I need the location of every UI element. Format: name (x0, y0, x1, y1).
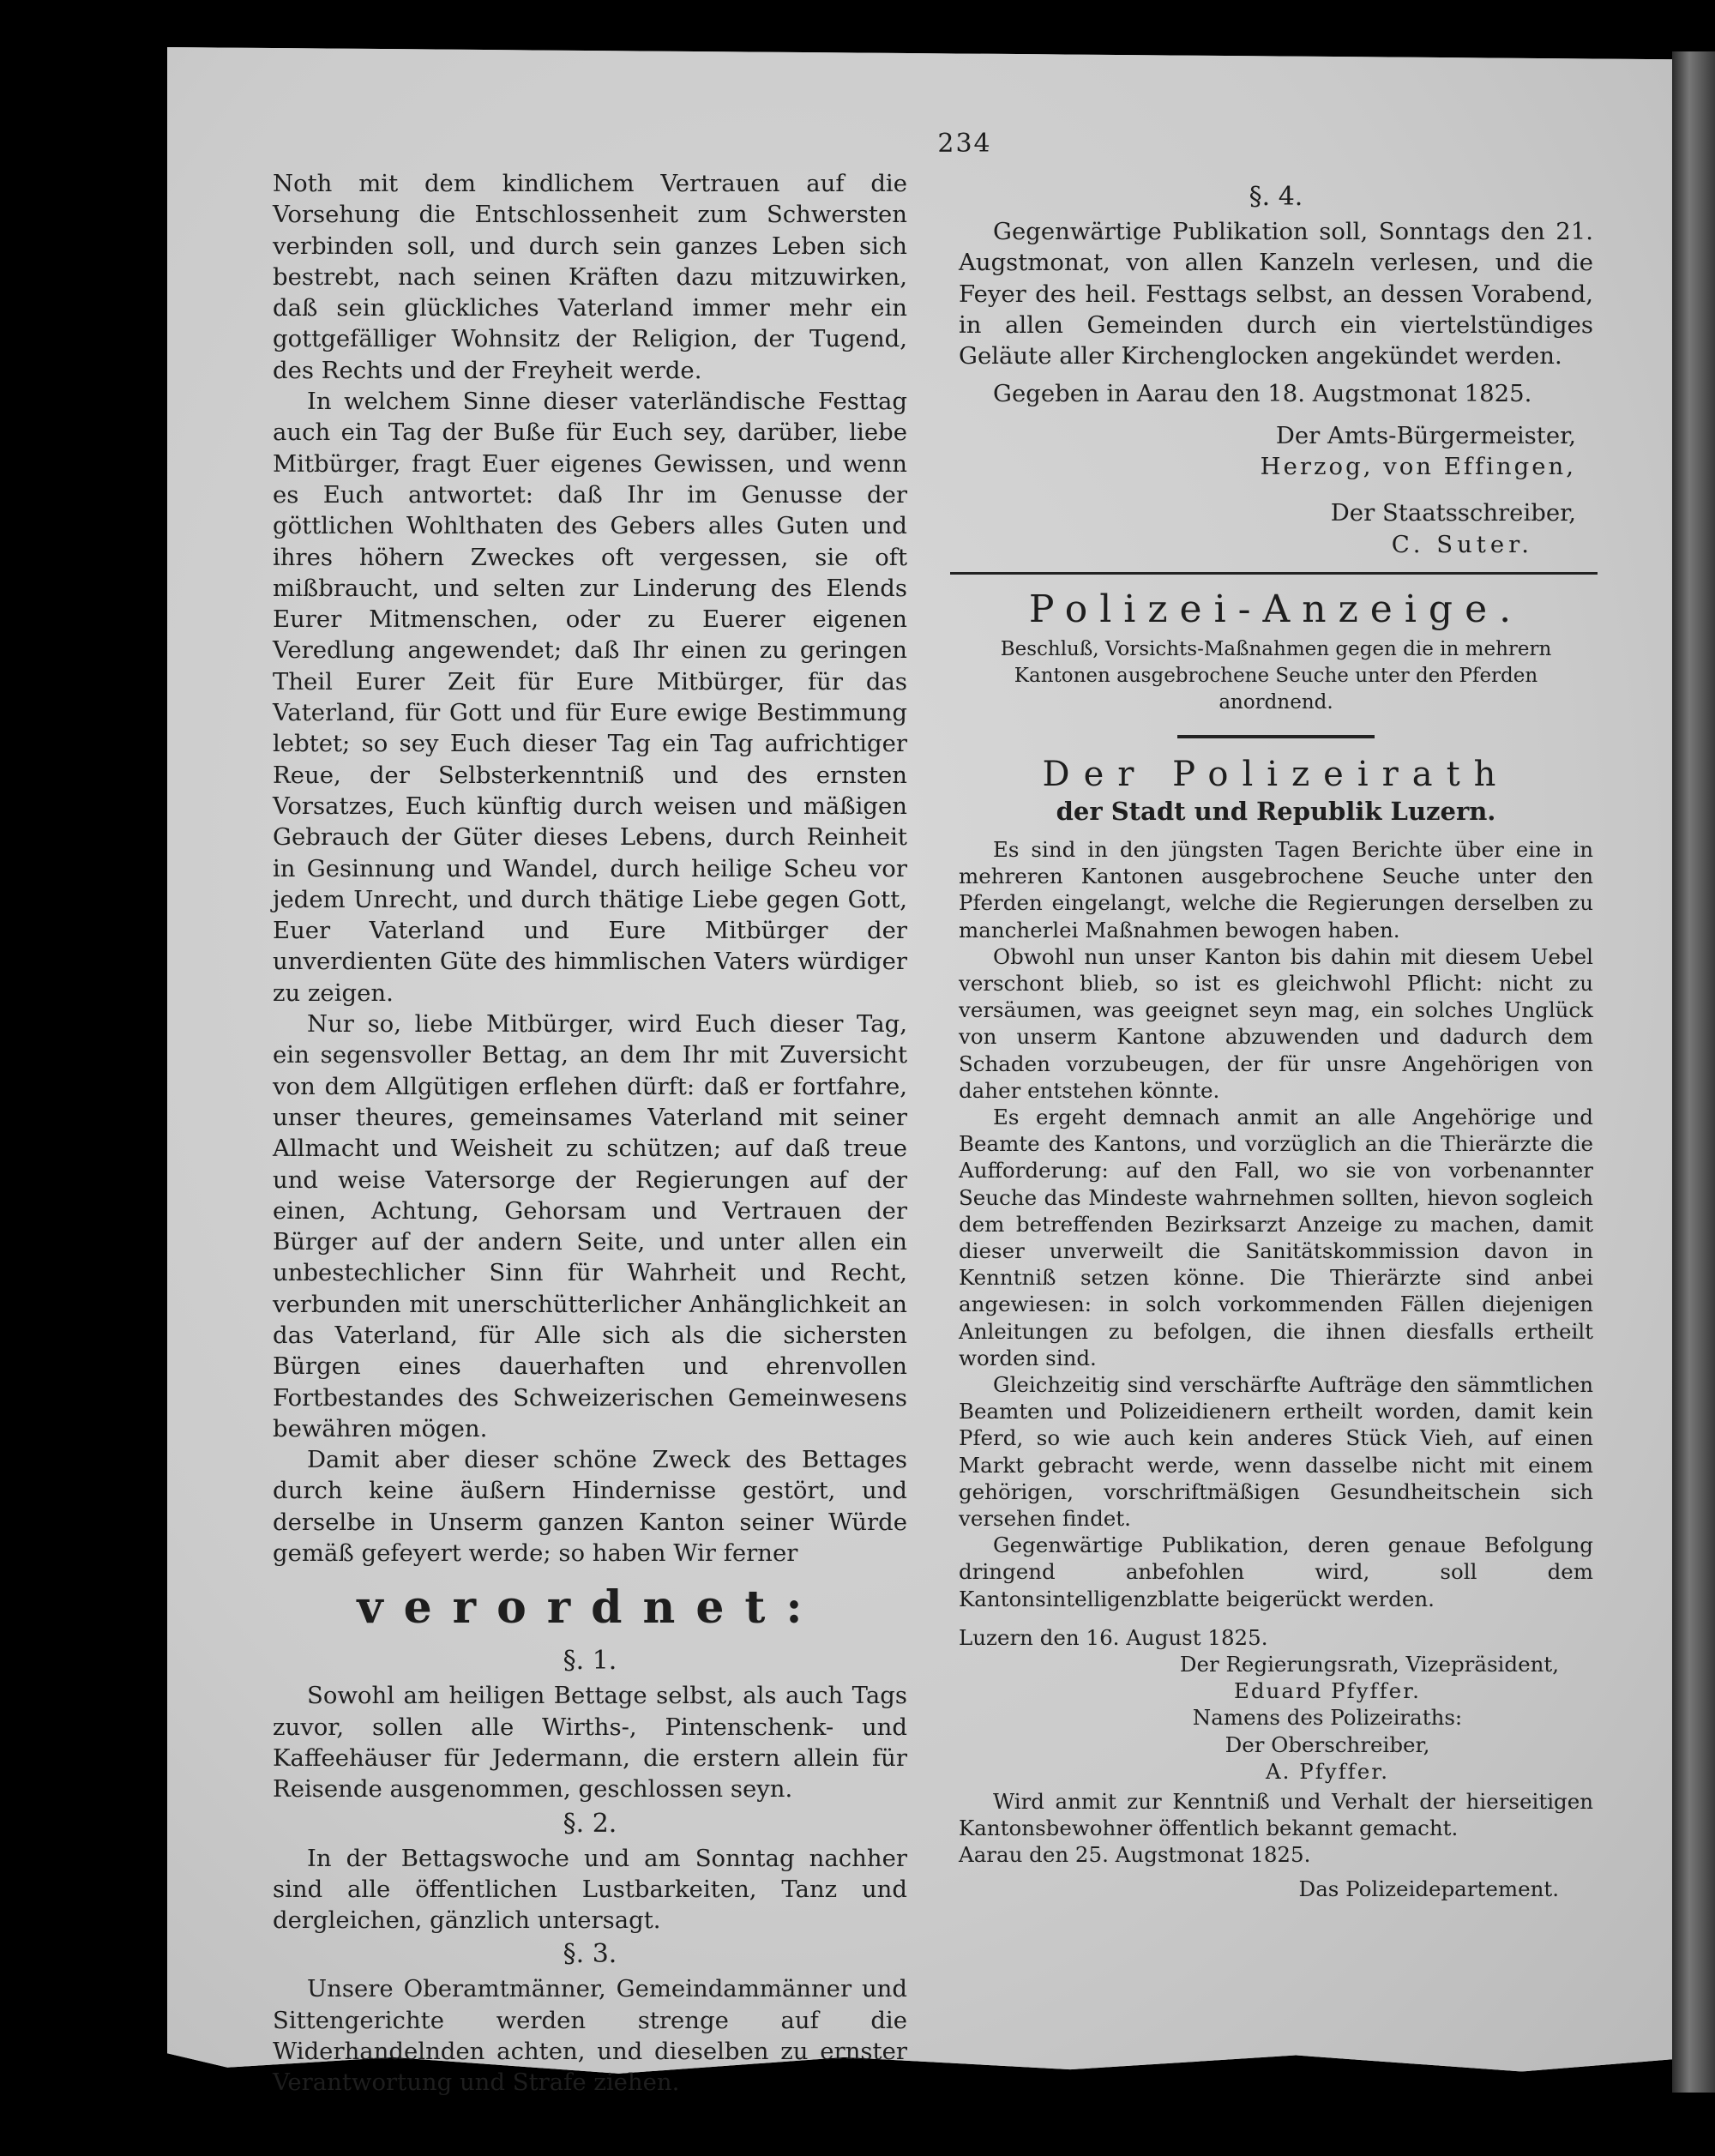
right-column (959, 178, 1593, 1902)
paragraph: In welchem Sinne dieser vaterländische Festtag auch ein Tag der Buße für Euch sey, darüber, liebe Mitbürger, fragt Euer eigenes Gewissen, und wenn es Euch antwortet: daß Ihr im Genusse der göttlichen Wohlthaten des Gebers alles Guten und ihres höhern Zweckes oft vergessen, sie oft mißbraucht, und selten zur Linderung des Elends Eurer Mitmenschen, oder zu Euerer eigenen Veredlung angewendet; daß Ihr einen zu geringen Theil Eurer Zeit für Eure Mitbürger, für das Vaterland, für Gott und für Eure ewige Bestimmung lebtet; so sey Euch dieser Tag ein Tag aufrichtiger Reue, der Selbsterkenntniß und des ernsten Vorsatzes, Euch künftig durch weisen und mäßigen Gebrauch der Güter dieses Lebens, durch Reinheit in Gesinnung und Wandel, durch heilige Scheu vor jedem Unrecht, und durch thätige Liebe gegen Gott, Euer Vaterland und Eure Mitbürger der unverdienten Güte des himmlischen Vaters würdiger zu zeigen. (273, 388, 907, 1007)
given-line: Gegeben in Aarau den 18. Augstmonat 1825. (993, 380, 1532, 408)
notice-subtitle: Beschluß, Vorsichts-Maßnahmen gegen die in mehrern Kantonen ausgebrochene Seuche unter den Pferden anordnend. (1000, 637, 1552, 714)
page-number: 234 (937, 129, 992, 159)
council-subtitle: der Stadt und Republik Luzern. (1056, 796, 1496, 826)
signature-line: Eduard Pfyffer. (1234, 1678, 1421, 1704)
department-signature: Das Polizeidepartement. (1298, 1876, 1559, 1901)
signature-line: Der Staatsschreiber, (1330, 499, 1576, 527)
left-column (273, 168, 907, 2099)
paragraph: Obwohl nun unser Kanton bis dahin mit diesem Uebel verschont blieb, so ist es gleichwohl Pflicht: nicht zu versäumen, was geeignet seyn mag, ein solches Unglück von unserm Kantone abzuwenden und dadurch dem Schaden vorzubeugen, der für unsre Angehörigen von daher entstehen könnte. (959, 943, 1593, 1103)
section-label: §. 2. (563, 1808, 617, 1839)
signature-line: Der Regierungsrath, Vizepräsident, (1179, 1652, 1559, 1677)
section-label: §. 1. (563, 1646, 617, 1677)
notice-body (959, 836, 1593, 1902)
paragraph: Es ergeht demnach anmit an alle Angehörige und Beamte des Kantons, und vorzüglich an die Thierärzte die Aufforderung: auf den Fall, wo sie von vorbenannter Seuche das Mindeste wahrnehmen sollten, hievon sogleich dem betreffenden Bezirksarzt Anzeige zu machen, damit dieser unverweilt die Sanitätskommission davon in Kenntniß setzen könne. Die Thierärzte sind anbei angewiesen: in solch vorkommenden Fällen diejenigen Anleitungen zu befolgen, die ihnen diesfalls ertheilt worden sind. (959, 1105, 1593, 1370)
notice-title: Polizei-Anzeige. (1028, 587, 1524, 631)
signature-line: A. Pfyffer. (1265, 1758, 1390, 1784)
paragraph: Nur so, liebe Mitbürger, wird Euch dieser Tag, ein segensvoller Bettag, an dem Ihr mit Zuversicht von dem Allgütigen erflehen dürft: daß er fortfahre, unser theures, gemeinsames Vaterland mit seiner Allmacht und Weisheit zu schützen; auf daß treue und weise Vatersorge der Regierungen auf der einen, Achtung, Gehorsam und Vertrauen der Bürger auf der andern Seite, und unter allen ein unbestechlicher Sinn für Wahrheit und Recht, verbunden mit unerschütterlicher Anhänglichkeit an das Vaterland, für Alle sich als die sichersten Bürgen eines dauerhaften und ehrenvollen Fortbestandes des Schweizerischen Gemeinwesens bewähren mögen. (273, 1010, 907, 1442)
closing-date: Aarau den 25. Augstmonat 1825. (959, 1842, 1311, 1868)
signature-line: Herzog, von Effingen, (1260, 453, 1576, 481)
verordnet-heading: verordnet: (357, 1581, 823, 1635)
section-label: §. 4. (1249, 182, 1303, 212)
section-text: In der Bettagswoche und am Sonntag nachher sind alle öffentlichen Lustbarkeiten, Tanz und dergleichen, gänzlich untersagt. (273, 1844, 907, 1935)
council-title: Der Polizeirath (1042, 754, 1510, 794)
section-text: Gegenwärtige Publikation soll, Sonntags den 21. Augstmonat, von allen Kanzeln verlesen, und die Feyer des heil. Festtags selbst, an dessen Vorabend, in allen Gemeinden durch ein viertelstündiges Geläute aller Kirchenglocken angekündet werden. (959, 218, 1593, 370)
paragraph: Gegenwärtige Publikation, deren genaue Befolgung dringend anbefohlen wird, soll dem Kantonsintelligenzblatte beigerückt werden. (959, 1533, 1593, 1611)
paragraph: Gleichzeitig sind verschärfte Aufträge den sämmtlichen Beamten und Polizeidienern ertheilt worden, damit kein Pferd, so wie auch kein anderes Stück Vieh, auf einen Markt gebracht werde, wenn dasselbe nicht mit einem gehörigen, vorschriftmäßigen Gesundheitschein sich versehen findet. (959, 1372, 1593, 1532)
section-text: Sowohl am heiligen Bettage selbst, als auch Tags zuvor, sollen alle Wirths-, Pintenschenk- und Kaffeehäuser für Jedermann, die erstern allein für Reisende ausgenommen, geschlossen seyn. (273, 1682, 907, 1804)
signature-line: Namens des Polizeiraths: (1192, 1705, 1463, 1731)
divider-rule (1177, 735, 1375, 738)
paragraph: Damit aber dieser schöne Zweck des Bettages durch keine äußern Hindernisse gestört, und derselbe in Unserm ganzen Kanton seiner Würde gemäß gefeyert werde; so haben Wir ferner (273, 1446, 907, 1568)
signature-line: Der Amts-Bürgermeister, (1275, 421, 1576, 449)
paragraph: Es sind in den jüngsten Tagen Berichte über eine in mehreren Kantonen ausgebrochene Seuche unter den Pferden eingelangt, welche die Regierungen derselben zu mancherlei Maßnahmen bewogen haben. (959, 836, 1593, 942)
divider-rule (950, 572, 1598, 575)
notice-date: Luzern den 16. August 1825. (959, 1624, 1268, 1650)
section-label: §. 3. (563, 1939, 617, 1970)
signature-line: Der Oberschreiber, (1225, 1731, 1430, 1757)
closing-paragraph: Wird anmit zur Kenntniß und Verhalt der hierseitigen Kantonsbewohner öffentlich bekannt gemacht. (959, 1789, 1593, 1841)
adjacent-page-edge (1672, 51, 1715, 2093)
section-text: Unsere Oberamtmänner, Gemeindammänner und Sittengerichte werden strenge auf die Widerhandelnden achten, und dieselben zu ernster Verantwortung und Strafe ziehen. (273, 1975, 907, 2097)
signature-line: C. Suter. (1391, 530, 1533, 558)
paragraph: Noth mit dem kindlichem Vertrauen auf die Vorsehung die Entschlossenheit zum Schwersten verbinden soll, und durch sein ganzes Leben sich bestrebt, nach seinen Kräften dazu mitzuwirken, daß sein glückliches Vaterland immer mehr ein gottgefälliger Wohnsitz der Religion, der Tugend, des Rechts und der Freyheit werde. (273, 170, 907, 384)
